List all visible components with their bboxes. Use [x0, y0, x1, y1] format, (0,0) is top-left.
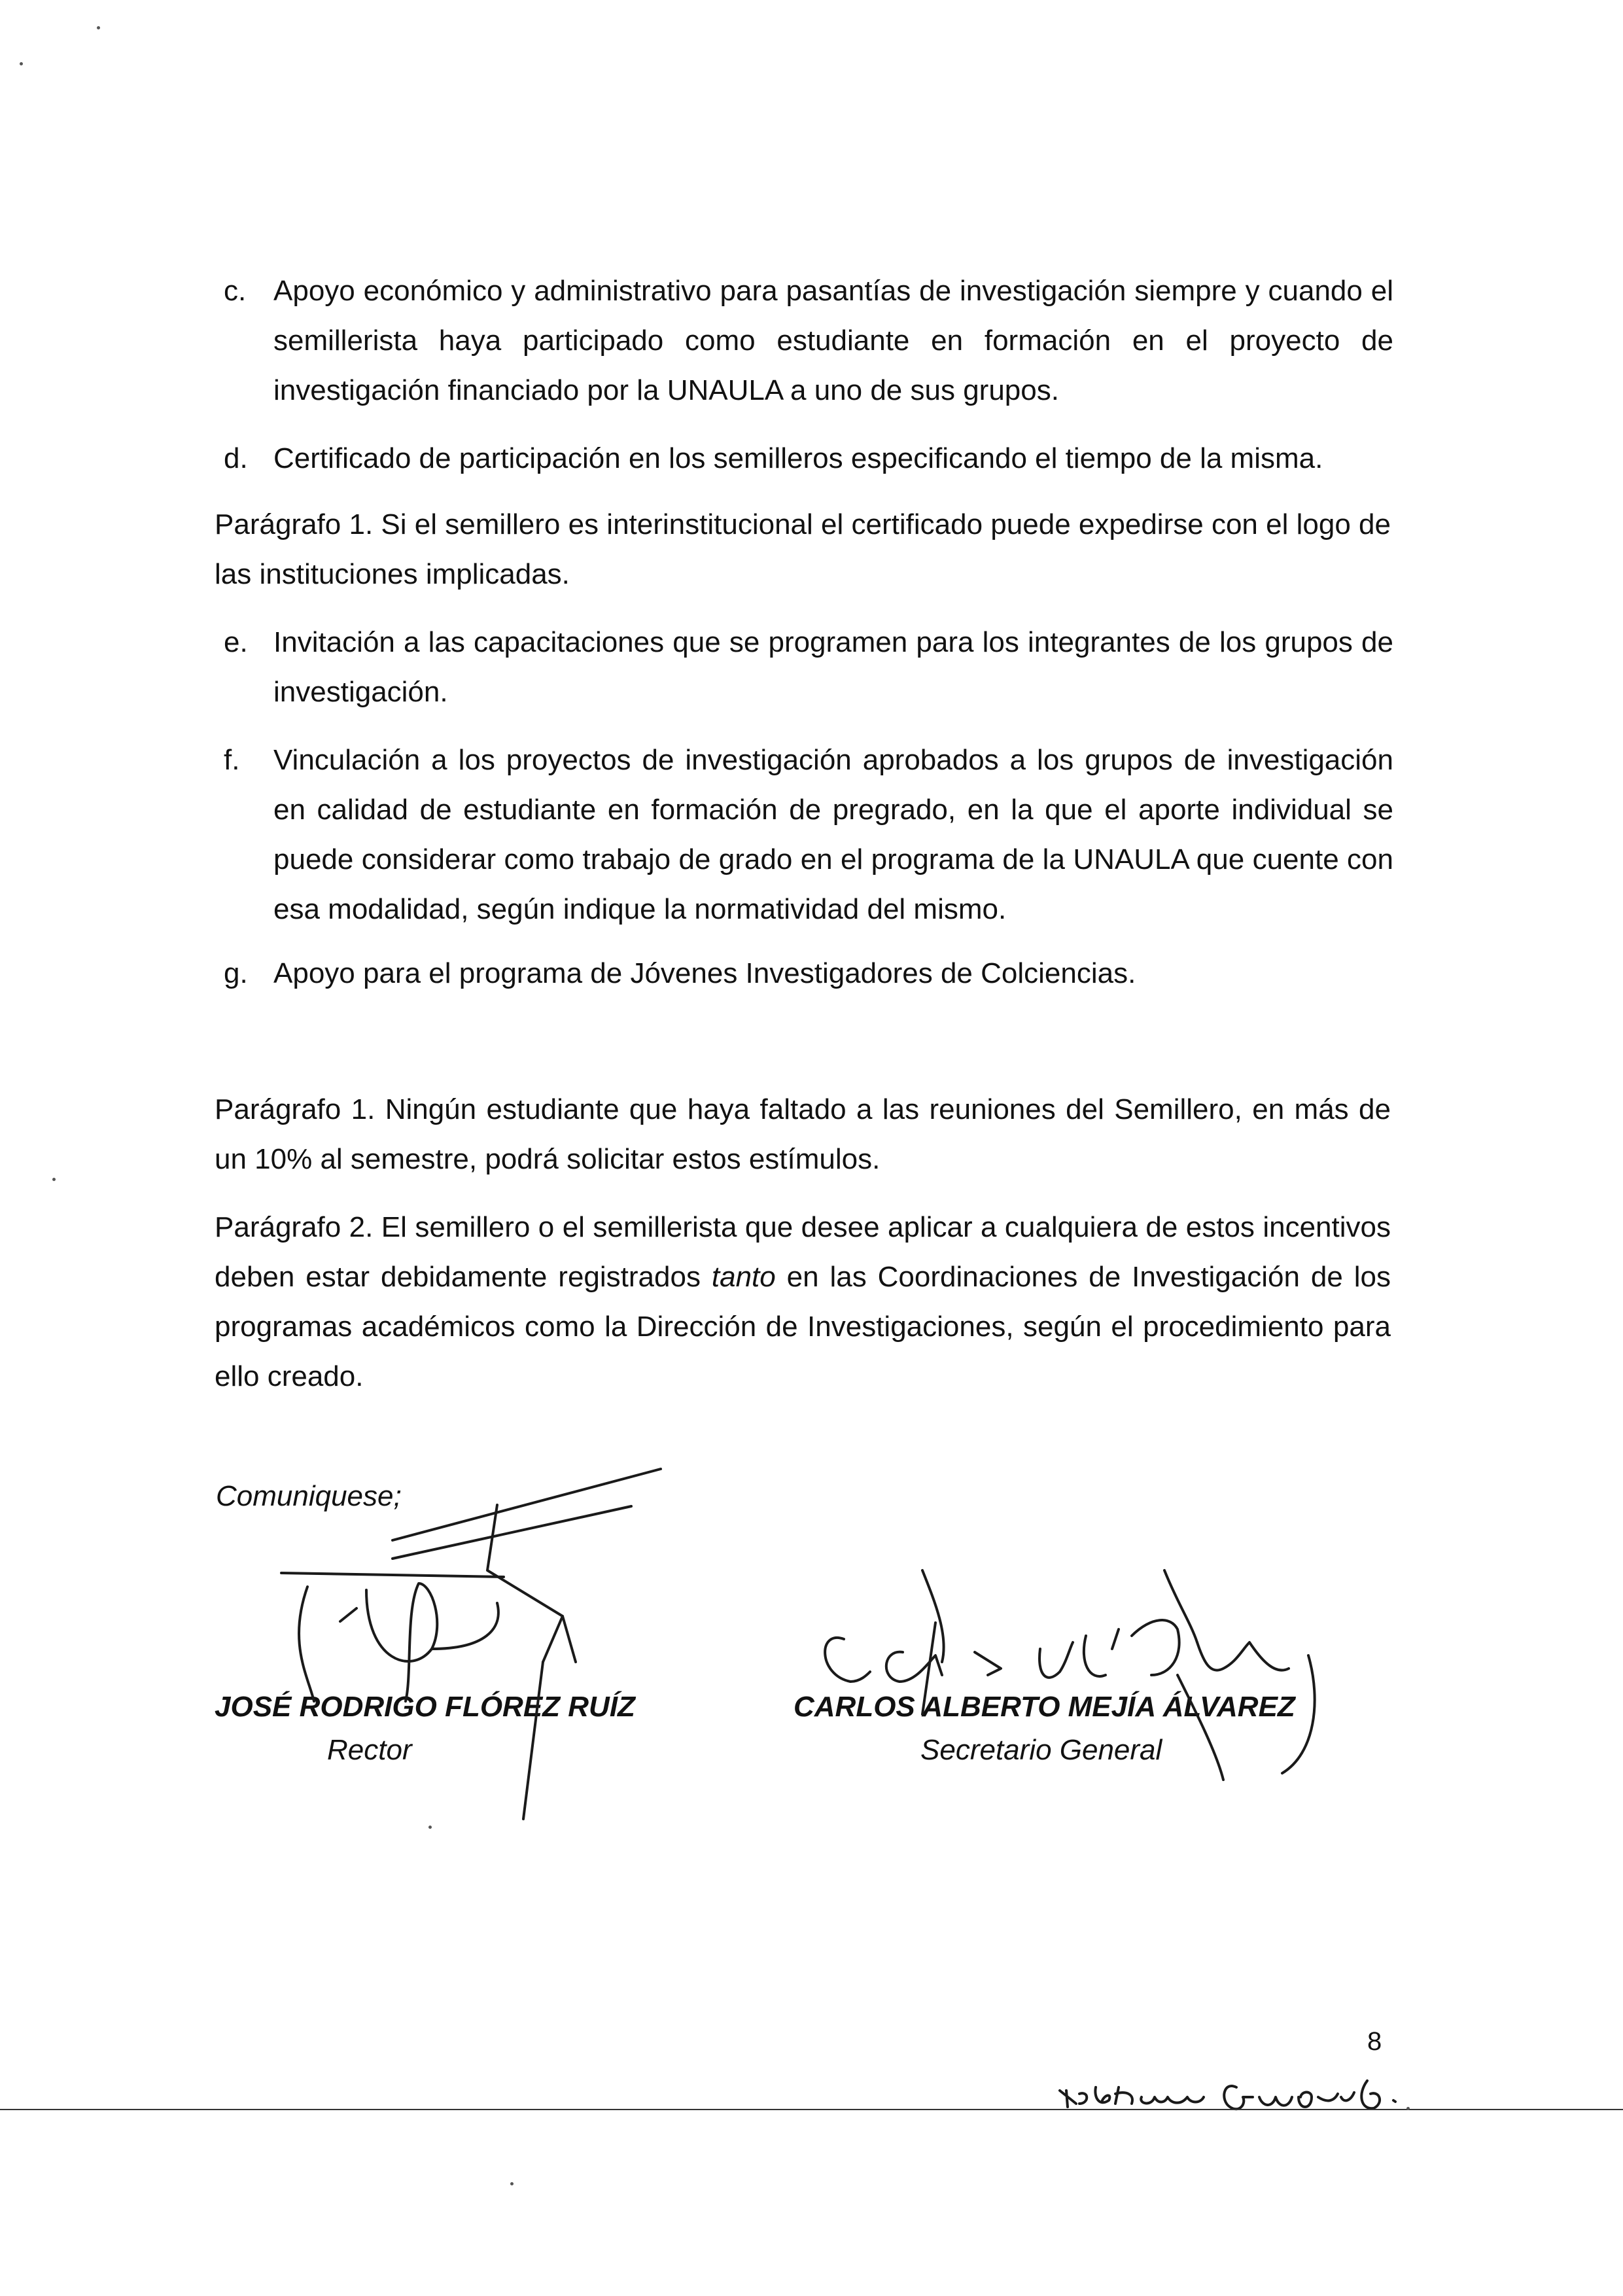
- list-letter: c.: [224, 275, 247, 307]
- closing-text: Comuniquese;: [216, 1480, 402, 1512]
- scan-speck: [97, 26, 100, 29]
- paragraph-2-italic: tanto: [711, 1261, 776, 1293]
- list-text: Vinculación a los proyectos de investigación aprobados a los grupos de investigación en calidad de estudiante en formación de pregrado, en la que el aporte individual se puede considerar como trabajo de grado en el programa de la UNAULA que cuente con esa modalidad, según indique la normatividad del mismo.: [273, 744, 1393, 925]
- list-text: Certificado de participación en los semilleros especificando el tiempo de la misma.: [273, 442, 1323, 474]
- signatory-rector-role: Rector: [327, 1734, 412, 1766]
- paragraph-2: [215, 1203, 1391, 1402]
- list-text: Apoyo económico y administrativo para pasantías de investigación siempre y cuando el semillerista haya participado como estudiante en formación en el proyecto de investigación financiado por la UNAULA a uno de sus grupos.: [273, 275, 1393, 406]
- signatory-rector-name: JOSÉ RODRIGO FLÓREZ RUÍZ: [215, 1691, 635, 1723]
- scan-speck: [1406, 2107, 1410, 2110]
- signatory-secretary-role: Secretario General: [920, 1734, 1162, 1766]
- paragraph-1: Parágrafo 1. Ningún estudiante que haya faltado a las reuniones del Semillero, en más de un 10% al semestre, podrá solicitar estos estímulos.: [215, 1093, 1391, 1175]
- scan-speck: [428, 1826, 432, 1829]
- list-letter: d.: [224, 442, 248, 474]
- list-text: Invitación a las capacitaciones que se programen para los integrantes de los grupos de investigación.: [273, 626, 1393, 708]
- paragraph-interinstitucional: Parágrafo 1. Si el semillero es interinstitucional el certificado puede expedirse con el logo de las instituciones implicadas.: [215, 508, 1391, 590]
- paragraph-2-end: en las Coordinaciones de Investigación de los programas académicos como la Dirección de Investigaciones, según el procedimiento para ello creado.: [215, 1261, 1391, 1392]
- list-letter: f.: [224, 744, 240, 776]
- paragraph-2-start: Parágrafo 2. El semillero o el semillerista que desee aplicar a cualquiera de estos incentivos deben estar debidamente registrados: [215, 1211, 1391, 1293]
- list-text: Apoyo para el programa de Jóvenes Investigadores de Colciencias.: [273, 957, 1136, 989]
- scan-speck: [20, 62, 23, 65]
- signatory-secretary-name: CARLOS ALBERTO MEJÍA ÁLVAREZ: [794, 1691, 1295, 1723]
- page-number: 8: [1367, 2027, 1382, 2056]
- list-letter: g.: [224, 957, 248, 989]
- page-bottom-rule: [0, 2109, 1623, 2110]
- scan-speck: [52, 1178, 56, 1181]
- scan-speck: [510, 2182, 514, 2185]
- list-letter: e.: [224, 626, 248, 658]
